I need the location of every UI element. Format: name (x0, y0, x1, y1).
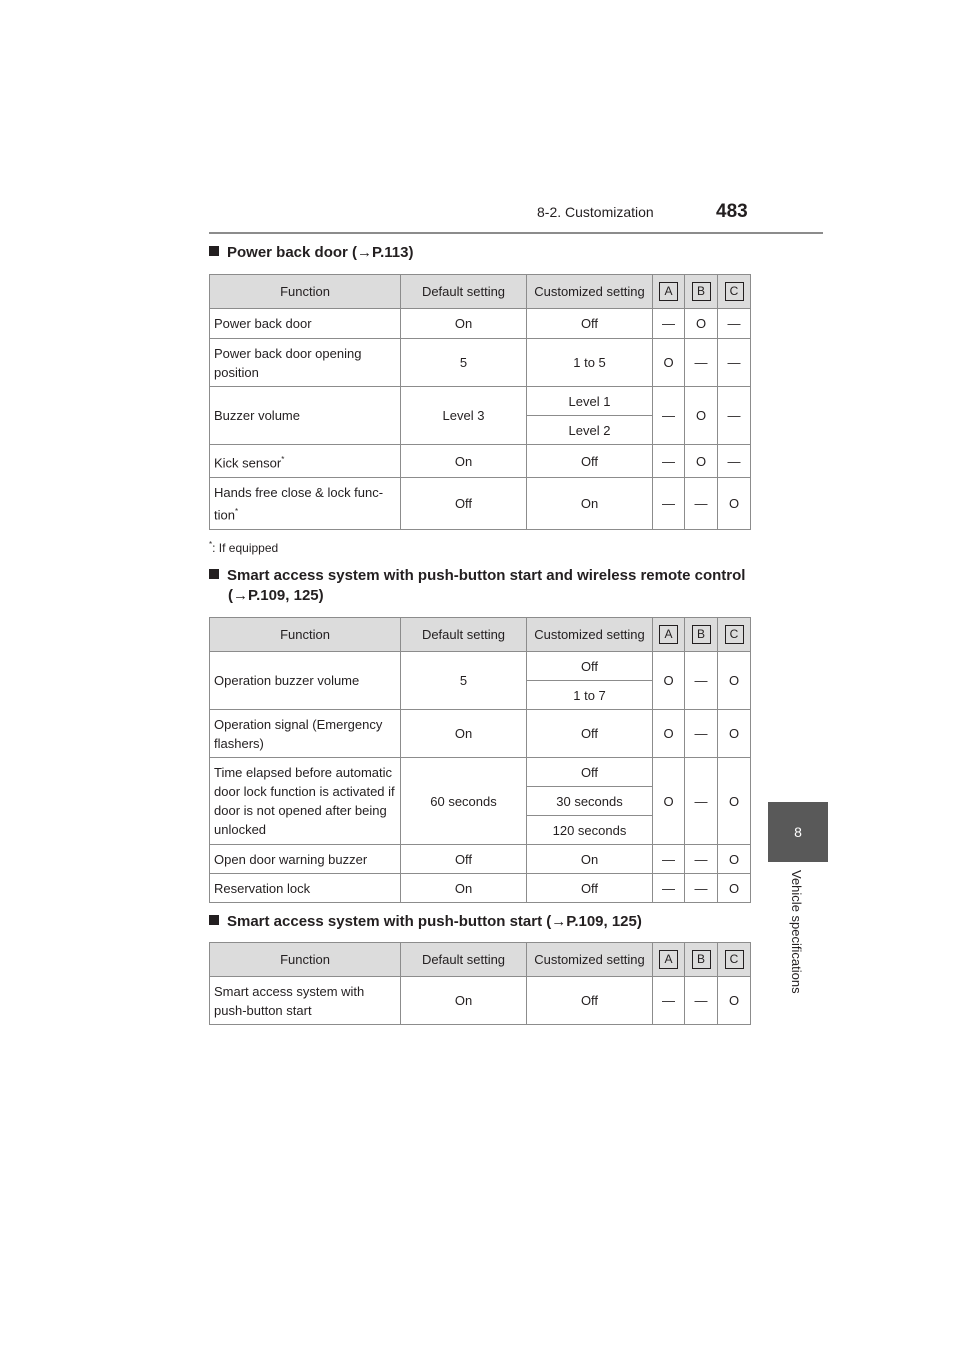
column-b-badge: B (692, 625, 711, 644)
table-row: Operation signal (Emergency flashers) On Off O — O (210, 710, 751, 758)
square-bullet-icon (209, 915, 219, 925)
square-bullet-icon (209, 246, 219, 256)
column-b-badge: B (692, 282, 711, 301)
chapter-number: 8 (794, 824, 802, 840)
footnote: *: If equipped (209, 540, 279, 555)
page-number: 483 (716, 201, 748, 222)
column-c-badge: C (725, 282, 744, 301)
power-back-door-table (209, 274, 751, 530)
column-a-badge: A (659, 282, 678, 301)
smart-access-push-button-table (209, 942, 751, 1025)
table-row: 30 seconds (210, 787, 751, 816)
table-row: Power back door opening position 5 1 to 5 O — — (210, 339, 751, 387)
table-row: Level 2 (210, 416, 751, 445)
chapter-label: Vehicle specifications (789, 870, 804, 994)
table-row: Operation buzzer volume 5 Off O — O (210, 652, 751, 681)
table-row: Buzzer volume Level 3 Level 1 — O — (210, 387, 751, 416)
column-c-badge: C (725, 950, 744, 969)
table-row: Reservation lock On Off — — O (210, 874, 751, 903)
chapter-tab (768, 802, 828, 862)
column-a-badge: A (659, 625, 678, 644)
section-title-power-back-door: Power back door (→P.113) (209, 243, 413, 263)
table-header-row: Function Default setting Customized setting A B C (210, 618, 751, 652)
square-bullet-icon (209, 569, 219, 579)
table-header-row: Function Default setting Customized setting A B C (210, 943, 751, 977)
table-row: 1 to 7 (210, 681, 751, 710)
section-header: 8-2. Customization (537, 204, 654, 220)
header-rule (209, 232, 823, 234)
column-b-badge: B (692, 950, 711, 969)
table-row: Power back door On Off — O — (210, 309, 751, 339)
column-a-badge: A (659, 950, 678, 969)
table-row: Smart access system with push-button start On Off — — O (210, 977, 751, 1025)
table-header-row: Function Default setting Customized setting A B C (210, 275, 751, 309)
table-row: 120 seconds (210, 816, 751, 845)
table-row: Hands free close & lock func-tion* Off On — — O (210, 478, 751, 530)
column-c-badge: C (725, 625, 744, 644)
smart-access-wireless-table (209, 617, 751, 903)
table-row: Time elapsed before automatic door lock function is activated if door is not opened after being unlocked 60 seconds Off O — O (210, 758, 751, 787)
table-row: Kick sensor* On Off — O — (210, 445, 751, 478)
section-title-smart-access-wireless: Smart access system with push-button start and wireless remote control (→P.109, 125) (209, 566, 745, 606)
table-row: Open door warning buzzer Off On — — O (210, 845, 751, 874)
section-title-smart-access-push-button: Smart access system with push-button start (→P.109, 125) (209, 912, 642, 932)
